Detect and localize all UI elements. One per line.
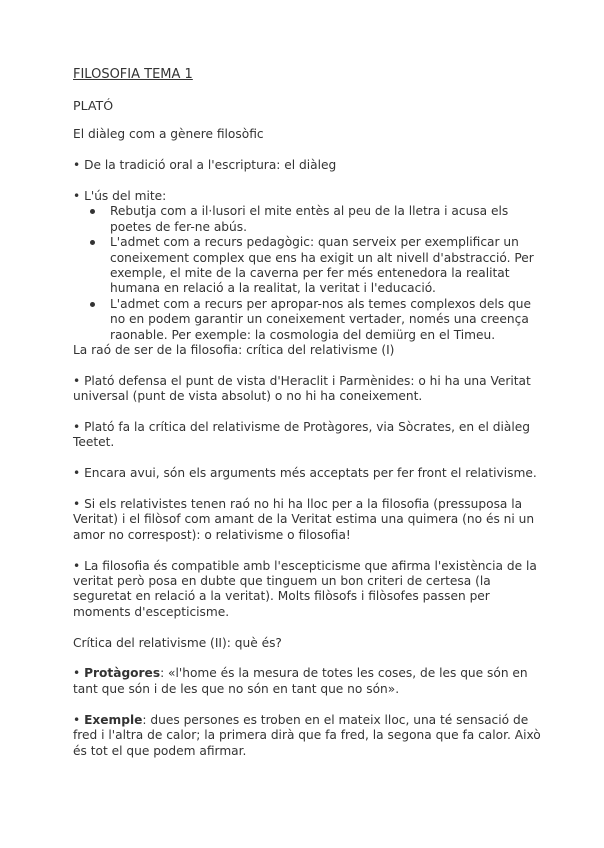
paragraph-tradicio-oral: • De la tradició oral a l'escriptura: el diàleg xyxy=(73,158,337,173)
list-item xyxy=(110,235,543,297)
bullet-icon xyxy=(90,302,95,307)
paragraph-relativistes: • Si els relativistes tenen raó no hi ha lloc per a la filosofia (pressuposa la Veritat) i el filòsof com amant de la Veritat estima una quimera (no és ni un amor no correspost): o relativisme o filosofia! xyxy=(73,497,535,542)
bullet-icon xyxy=(90,240,95,245)
section-relativisme-2: Crítica del relativisme (II): què és? xyxy=(73,635,282,650)
bullet-icon xyxy=(90,209,95,214)
section-relativisme-1: La raó de ser de la filosofia: crítica del relativisme (I) xyxy=(73,343,395,358)
list-item-text: L'admet com a recurs pedagògic: quan serveix per exemplificar un coneixement complex que ens ha exigit un alt nivell d'abstracció. Per exemple, el mite de la caverna per fer més entenedora la realitat humana en relació a la realitat, la veritat i l'educació. xyxy=(110,235,534,296)
paragraph-us-mite: • L'ús del mite: xyxy=(73,189,167,203)
term-label: Exemple xyxy=(84,712,143,727)
list-item xyxy=(110,297,543,343)
document-page xyxy=(73,66,543,759)
section-heading-plato: PLATÓ xyxy=(73,98,114,113)
document-title: FILOSOFIA TEMA 1 xyxy=(73,67,193,82)
section-dialeg: El diàleg com a gènere filosòfic xyxy=(73,127,264,142)
list-item-text: Rebutja com a il·lusori el mite entès al peu de la lletra i acusa els poetes de fer-ne abús. xyxy=(110,204,509,234)
paragraph-exemple xyxy=(73,713,543,759)
bullet-text: • xyxy=(73,712,85,727)
definition-text: : dues persones es troben en el mateix lloc, una té sensació de fred i l'altra de calor; la primera dirà que fa fred, la segona que fa calor. Això és tot el que podem afirmar. xyxy=(73,712,541,758)
definition-text: : «l'home és la mesura de totes les coses, de les que són en tant que són i de les que no són en tant que no són». xyxy=(73,666,528,696)
paragraph-protagores xyxy=(73,666,543,697)
term-label: Protàgores xyxy=(84,666,161,681)
paragraph-escepticisme: • La filosofia és compatible amb l'escepticisme que afirma l'existència de la veritat però posa en dubte que tinguem un bon criteri de certesa (la seguretat en relació a la veritat). Molts filòsofs i filòsofes passen per moments d'escepticisme. xyxy=(73,558,537,619)
bullet-text: • xyxy=(73,666,85,681)
list-item xyxy=(110,204,543,235)
paragraph-plato-protagores: • Plató fa la crítica del relativisme de Protàgores, via Sòcrates, en el diàleg Teetet. xyxy=(73,420,530,450)
list-item-text: L'admet com a recurs per apropar-nos als temes complexos dels que no en podem garantir un coneixement vertader, només una creença raonable. Per exemple: la cosmologia del demiürg en el Timeu. xyxy=(110,296,531,342)
mite-list xyxy=(73,204,543,343)
paragraph-encara-avui: • Encara avui, són els arguments més acceptats per fer front el relativisme. xyxy=(73,466,537,481)
paragraph-plato-heraclit: • Plató defensa el punt de vista d'Heraclit i Parmènides: o hi ha una Veritat universal (punt de vista absolut) o no hi ha coneixement. xyxy=(73,373,531,404)
